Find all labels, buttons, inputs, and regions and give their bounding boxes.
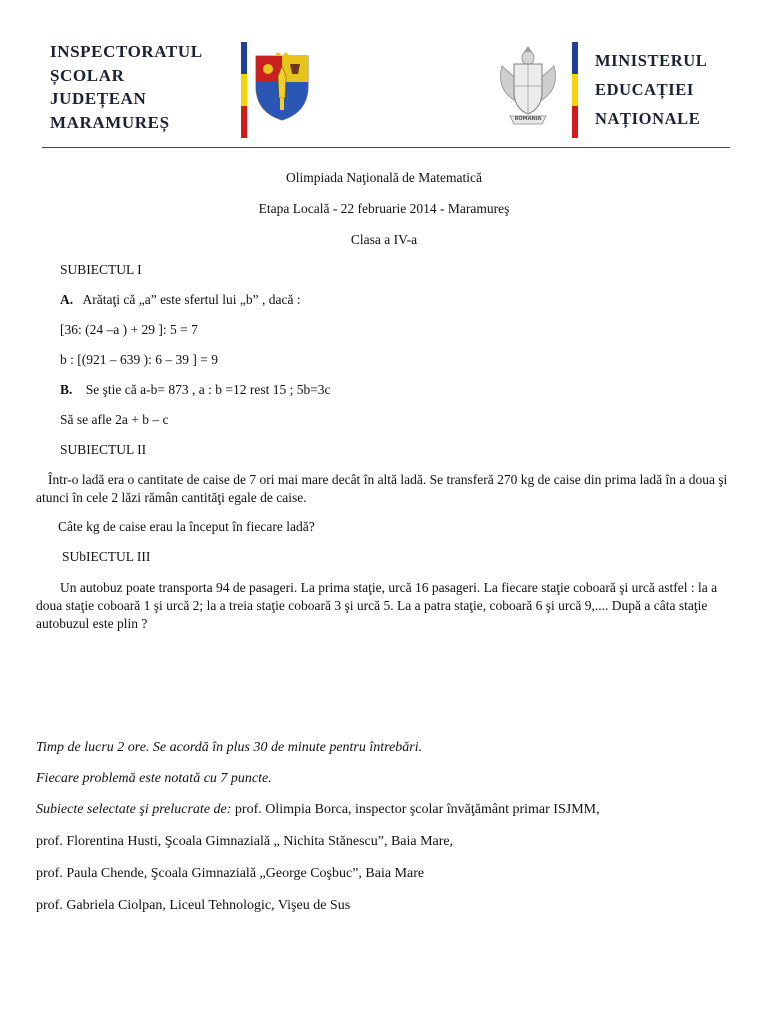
part-b-task: Să se afle 2a + b – c [60,412,169,427]
flag-stripe-left [241,42,247,138]
stage-date: Etapa Locală - 22 februarie 2014 - Maramureş [258,201,510,216]
authors-line-1 [36,802,600,818]
subject-3-problem: Un autobuz poate transporta 94 de pasageri. La prima staţie, urcă 16 pasageri. La fiecare staţie coboară şi urcă astfel : la a doua staţie coboară 1 şi urcă 2; la a treia staţie coboară 3 şi urcă 5. La a patra staţie, coboară 6 şi urcă 9,.... După a câta staţie autobuzul este plin ? [36,580,718,631]
ministry-line-3: NAȚIONALE [595,109,701,128]
grade-label: Clasa a IV-a [350,232,418,247]
author-4: prof. Gabriela Ciolpan, Liceul Tehnologic, Vişeu de Sus [36,898,351,913]
equation-2: b : [(921 – 639 ): 6 – 39 ] = 9 [60,352,218,367]
ministry-line-1: MINISTERUL [595,51,708,70]
coat-ribbon-text: ROMANIA [514,116,542,122]
maramures-coat-of-arms-icon [252,52,312,122]
subject-2-question: Câte kg de caise erau la început în fiecare ladă? [58,519,315,534]
flag-stripe-right [572,42,578,138]
time-limit-note: Timp de lucru 2 ore. Se acordă în plus 30 de minute pentru întrebări. [36,740,423,755]
author-2: prof. Florentina Husti, Şcoala Gimnazială „ Nichita Stănescu”, Baia Mare, [36,834,454,849]
selected-by-label: Subiecte selectate şi prelucrate de: [36,802,232,817]
inspectorate-line-2: ȘCOLAR [50,65,125,85]
olympiad-title: Olimpiada Naţională de Matematică [285,170,483,185]
subject-2-problem: Într-o ladă era o cantitate de caise de 7 ori mai mare decât în altă ladă. Se transferă 270 kg de caise din prima ladă în a doua şi atunci în cele 2 lăzi rămân cantităţi egale de caise. [36,472,728,505]
author-1: prof. Olimpia Borca, inspector şcolar învăţământ primar ISJMM, [231,802,600,817]
inspectorate-line-3: JUDEȚEAN [50,89,147,108]
subject-1-part-a [60,292,301,308]
ministry-line-2: EDUCAȚIEI [595,80,694,99]
inspectorate-line-1: INSPECTORATUL [50,42,203,61]
inspectorate-line-4: MARAMUREȘ [50,112,170,132]
points-note: Fiecare problemă este notată cu 7 puncte. [36,771,272,786]
part-a-text: Arătaţi că „a” este sfertul lui „b” , dacă : [82,292,301,307]
inspectorate-name [50,40,240,134]
subject-1-part-b [60,382,331,398]
subject-1-heading: SUBIECTUL I [60,262,142,277]
subject-3-heading: SUbIECTUL III [62,549,151,564]
part-a-label: A. [60,292,74,307]
part-b-text: Se ştie că a-b= 873 , a : b =12 rest 15 ; 5b=3c [85,382,331,397]
part-b-label: B. [60,382,73,397]
ministry-name [595,46,765,133]
equation-1: [36: (24 –a ) + 29 ]: 5 = 7 [60,322,198,337]
subject-2-heading: SUBIECTUL II [60,442,147,457]
author-3: prof. Paula Chende, Şcoala Gimnazială „George Coşbuc”, Baia Mare [36,866,425,881]
header-divider [42,147,730,148]
